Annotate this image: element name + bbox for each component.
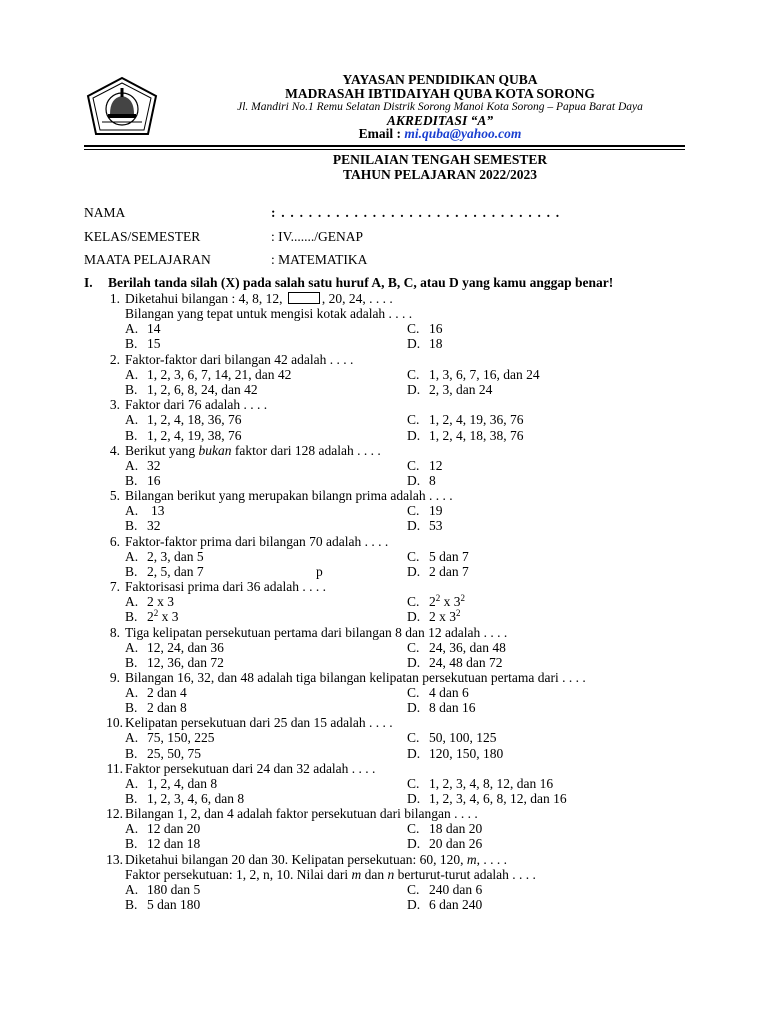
- email-label: Email :: [358, 126, 405, 141]
- option-text: 12: [429, 458, 443, 473]
- option-text: 2, 3, dan 24: [429, 382, 493, 397]
- option-c[interactable]: C. 1, 2, 3, 4, 8, 12, dan 16: [407, 776, 554, 791]
- option-text: 1, 2, 4, dan 8: [147, 776, 218, 791]
- question-text-part: dan: [361, 867, 388, 882]
- option-text: 1, 2, 4, 18, 36, 76: [147, 412, 242, 427]
- exam-title: PENILAIAN TENGAH SEMESTER: [332, 152, 548, 167]
- section-number: I.: [84, 275, 93, 290]
- option-b[interactable]: B. 5 dan 180: [125, 897, 201, 912]
- option-a[interactable]: A. 1, 2, 4, dan 8: [125, 776, 218, 791]
- option-text: 16: [147, 473, 161, 488]
- school-address: Jl. Mandiri No.1 Remu Selatan Distrik Sorong Manoi Kota Sorong – Papua Barat Daya: [237, 101, 643, 113]
- option-d[interactable]: D. 53: [407, 518, 443, 533]
- option-text: 120, 150, 180: [429, 746, 504, 761]
- question-number: 11.: [106, 761, 123, 776]
- option-text: 12 dan 18: [147, 836, 201, 851]
- option-c[interactable]: C. 24, 36, dan 48: [407, 640, 506, 655]
- option-text: 50, 100, 125: [429, 730, 497, 745]
- school-logo-icon: [86, 76, 158, 142]
- option-text: 75, 150, 225: [147, 730, 215, 745]
- question-text: Faktor-faktor dari bilangan 42 adalah . . . .: [125, 352, 354, 367]
- option-text: 1, 2, 3, 4, 6, dan 8: [147, 791, 245, 806]
- option-d[interactable]: D. 8: [407, 473, 436, 488]
- option-text: 18: [429, 336, 443, 351]
- option-text: 1, 2, 3, 4, 8, 12, dan 16: [429, 776, 554, 791]
- option-a[interactable]: A. 2 x 3: [125, 594, 174, 609]
- option-text: 19: [429, 503, 443, 518]
- school-name: MADRASAH IBTIDAIYAH QUBA KOTA SORONG: [285, 86, 595, 101]
- option-text: 1, 2, 4, 19, 38, 76: [147, 428, 242, 443]
- question-number: 3.: [109, 397, 120, 412]
- question-text: Faktor persekutuan dari 24 dan 32 adalah . . . .: [125, 761, 376, 776]
- option-a[interactable]: A. 12, 24, dan 36: [125, 640, 224, 655]
- question-number: 13.: [106, 852, 123, 867]
- option-text: 6 dan 240: [429, 897, 483, 912]
- option-b[interactable]: B. 1, 2, 6, 8, 24, dan 42: [125, 382, 258, 397]
- option-a[interactable]: A. 2 dan 4: [125, 685, 187, 700]
- option-a[interactable]: A. 13: [125, 503, 165, 518]
- question-text: Bilangan 1, 2, dan 4 adalah faktor persekutuan dari bilangan . . . .: [125, 806, 478, 821]
- option-b[interactable]: B. 16: [125, 473, 161, 488]
- question-text: Tiga kelipatan persekutuan pertama dari bilangan 8 dan 12 adalah . . . .: [125, 625, 508, 640]
- option-text: 1, 3, 6, 7, 16, dan 24: [429, 367, 540, 382]
- name-fill-line[interactable]: : . . . . . . . . . . . . . . . . . . . . . . . . . . . . . . .: [271, 205, 561, 220]
- question-text: Bilangan berikut yang merupakan bilangn prima adalah . . . .: [125, 488, 453, 503]
- identity-label: KELAS/SEMESTER: [84, 229, 201, 244]
- option-text: 1, 2, 6, 8, 24, dan 42: [147, 382, 258, 397]
- question-text-part: Diketahui bilangan 20 dan 30. Kelipatan persekutuan: 60, 120,: [125, 852, 467, 867]
- question-text-emphasis: m: [351, 867, 362, 882]
- option-b[interactable]: B. 2, 5, dan 7: [125, 564, 204, 579]
- option-b[interactable]: B. 2 dan 8: [125, 700, 187, 715]
- option-a[interactable]: A. 32: [125, 458, 161, 473]
- option-text: 2, 3, dan 5: [147, 549, 204, 564]
- identity-label: MAATA PELAJARAN: [84, 252, 211, 267]
- option-text: 2, 5, dan 7: [147, 564, 204, 579]
- option-text: 12, 36, dan 72: [147, 655, 224, 670]
- option-d[interactable]: D. 120, 150, 180: [407, 746, 504, 761]
- option-text: 8 dan 16: [429, 700, 476, 715]
- option-d[interactable]: D. 18: [407, 336, 443, 351]
- question-text: [125, 443, 381, 458]
- option-text: 53: [429, 518, 443, 533]
- option-text: 8: [429, 473, 436, 488]
- question-text-part: Berikut yang: [125, 443, 199, 458]
- header-divider-thin: [84, 149, 685, 150]
- option-c[interactable]: C. 50, 100, 125: [407, 730, 497, 745]
- question-number: 7.: [109, 579, 120, 594]
- question-text-emphasis: n: [387, 867, 395, 882]
- option-text: 14: [147, 321, 161, 336]
- option-d[interactable]: D. 20 dan 26: [407, 836, 483, 851]
- option-d[interactable]: D. 2 x $3^2$: [407, 608, 461, 624]
- question-text: [125, 291, 393, 306]
- option-text: 1, 2, 3, 6, 7, 14, 21, dan 42: [147, 367, 292, 382]
- option-a[interactable]: A. 1, 2, 4, 18, 36, 76: [125, 412, 242, 427]
- option-text: 1, 2, 4, 19, 36, 76: [429, 412, 524, 427]
- foundation-name: YAYASAN PENDIDIKAN QUBA: [342, 72, 538, 87]
- question-text: Faktor dari 76 adalah . . . .: [125, 397, 268, 412]
- option-text: 15: [147, 336, 161, 351]
- option-text: 2 x 3: [147, 594, 174, 609]
- option-text: 2 dan 7: [429, 564, 469, 579]
- option-a[interactable]: A. 2, 3, dan 5: [125, 549, 204, 564]
- option-d[interactable]: D. 6 dan 240: [407, 897, 483, 912]
- option-text: 1, 2, 4, 18, 38, 76: [429, 428, 524, 443]
- accreditation: AKREDITASI “A”: [386, 113, 494, 128]
- option-c[interactable]: C. 12: [407, 458, 443, 473]
- exam-year: TAHUN PELAJARAN 2022/2023: [342, 167, 537, 182]
- option-text: 1, 2, 3, 4, 6, 8, 12, dan 16: [429, 791, 567, 806]
- option-b[interactable]: B. 12, 36, dan 72: [125, 655, 224, 670]
- question-text: [125, 867, 536, 882]
- option-c[interactable]: C. 5 dan 7: [407, 549, 469, 564]
- question-text-part: berturut-turut adalah . . . .: [394, 867, 536, 882]
- option-text: 12 dan 20: [147, 821, 201, 836]
- option-text: 180 dan 5: [147, 882, 201, 897]
- question-text: [125, 852, 507, 867]
- option-d[interactable]: D. 2, 3, dan 24: [407, 382, 493, 397]
- question-number: 1.: [109, 291, 120, 306]
- question-text-part: Faktor persekutuan: 1, 2, n, 10. Nilai dari: [125, 867, 352, 882]
- question-text-part: , 20, 24, . . . .: [321, 291, 393, 306]
- option-text: 32: [147, 518, 161, 533]
- header-divider-thick: [84, 145, 685, 147]
- question-text: Faktor-faktor prima dari bilangan 70 adalah . . . .: [125, 534, 389, 549]
- question-text-part: , . . . .: [476, 852, 508, 867]
- option-c[interactable]: C. 4 dan 6: [407, 685, 469, 700]
- option-b[interactable]: B. 32: [125, 518, 161, 533]
- option-d[interactable]: D. 24, 48 dan 72: [407, 655, 503, 670]
- question-number: 2.: [109, 352, 120, 367]
- option-b[interactable]: B. 12 dan 18: [125, 836, 201, 851]
- option-a[interactable]: A. 180 dan 5: [125, 882, 201, 897]
- option-c[interactable]: C. 240 dan 6: [407, 882, 483, 897]
- option-text: 13: [151, 503, 165, 518]
- option-text: 2 dan 4: [147, 685, 187, 700]
- question-text-part: Diketahui bilangan : 4, 8, 12,: [125, 291, 286, 306]
- option-text: 24, 36, dan 48: [429, 640, 506, 655]
- option-d[interactable]: D. 1, 2, 3, 4, 6, 8, 12, dan 16: [407, 791, 567, 806]
- question-number: 4.: [109, 443, 120, 458]
- option-d[interactable]: D. 8 dan 16: [407, 700, 476, 715]
- question-text-part: faktor dari 128 adalah . . . .: [231, 443, 381, 458]
- blank-box: [288, 292, 320, 304]
- option-text: $2^2$ x 3: [147, 608, 179, 624]
- option-c[interactable]: C. 1, 3, 6, 7, 16, dan 24: [407, 367, 540, 382]
- option-text: 24, 48 dan 72: [429, 655, 503, 670]
- option-b[interactable]: B. 15: [125, 336, 161, 351]
- identity-label: NAMA: [84, 205, 126, 220]
- question-number: 12.: [106, 806, 123, 821]
- option-c[interactable]: C. $2^2$ x $3^2$: [407, 593, 465, 609]
- option-text: 2 x $3^2$: [429, 608, 461, 624]
- option-b[interactable]: B. $2^2$ x 3: [125, 608, 179, 624]
- option-text: 5 dan 180: [147, 897, 201, 912]
- option-c[interactable]: C. 18 dan 20: [407, 821, 483, 836]
- question-text: Faktorisasi prima dari 36 adalah . . . .: [125, 579, 326, 594]
- question-text-emphasis: bukan: [198, 443, 232, 458]
- option-text: 20 dan 26: [429, 836, 483, 851]
- option-c[interactable]: C. 16: [407, 321, 443, 336]
- option-text: 2 dan 8: [147, 700, 187, 715]
- option-d[interactable]: D. 1, 2, 4, 18, 38, 76: [407, 428, 524, 443]
- question-number: 9.: [109, 670, 120, 685]
- question-text: Kelipatan persekutuan dari 25 dan 15 adalah . . . .: [125, 715, 393, 730]
- option-d[interactable]: D. 2 dan 7: [407, 564, 469, 579]
- option-text: 16: [429, 321, 443, 336]
- option-text: 4 dan 6: [429, 685, 469, 700]
- email-line: [160, 126, 720, 142]
- question-number: 10.: [106, 715, 123, 730]
- option-text: 240 dan 6: [429, 882, 483, 897]
- question-text: Bilangan yang tepat untuk mengisi kotak adalah . . . .: [125, 306, 413, 321]
- question-number: 5.: [109, 488, 120, 503]
- email-link[interactable]: mi.quba@yahoo.com: [404, 126, 522, 141]
- option-a[interactable]: A. 75, 150, 225: [125, 730, 215, 745]
- option-text: 5 dan 7: [429, 549, 469, 564]
- question-text: Bilangan 16, 32, dan 48 adalah tiga bilangan kelipatan persekutuan pertama dari . . . .: [125, 670, 586, 685]
- question-number: 8.: [109, 625, 120, 640]
- option-text: 12, 24, dan 36: [147, 640, 224, 655]
- option-text: 32: [147, 458, 161, 473]
- option-a[interactable]: A. 1, 2, 3, 6, 7, 14, 21, dan 42: [125, 367, 292, 382]
- subject-value: : MATEMATIKA: [271, 252, 368, 267]
- option-a[interactable]: A. 12 dan 20: [125, 821, 201, 836]
- option-text: 18 dan 20: [429, 821, 483, 836]
- section-text: Berilah tanda silah (X) pada salah satu huruf A, B, C, atau D yang kamu anggap benar!: [108, 275, 614, 290]
- option-c[interactable]: C. 1, 2, 4, 19, 36, 76: [407, 412, 524, 427]
- option-text: $2^2$ x $3^2$: [429, 593, 465, 609]
- option-b[interactable]: B. 1, 2, 4, 19, 38, 76: [125, 428, 242, 443]
- stray-mark: p: [316, 564, 323, 579]
- option-c[interactable]: C. 19: [407, 503, 443, 518]
- class-value: : IV......./GENAP: [271, 229, 364, 244]
- question-text-emphasis: m: [466, 852, 477, 867]
- option-a[interactable]: A. 14: [125, 321, 161, 336]
- option-text: 25, 50, 75: [147, 746, 201, 761]
- option-b[interactable]: B. 25, 50, 75: [125, 746, 201, 761]
- option-b[interactable]: B. 1, 2, 3, 4, 6, dan 8: [125, 791, 245, 806]
- question-number: 6.: [109, 534, 120, 549]
